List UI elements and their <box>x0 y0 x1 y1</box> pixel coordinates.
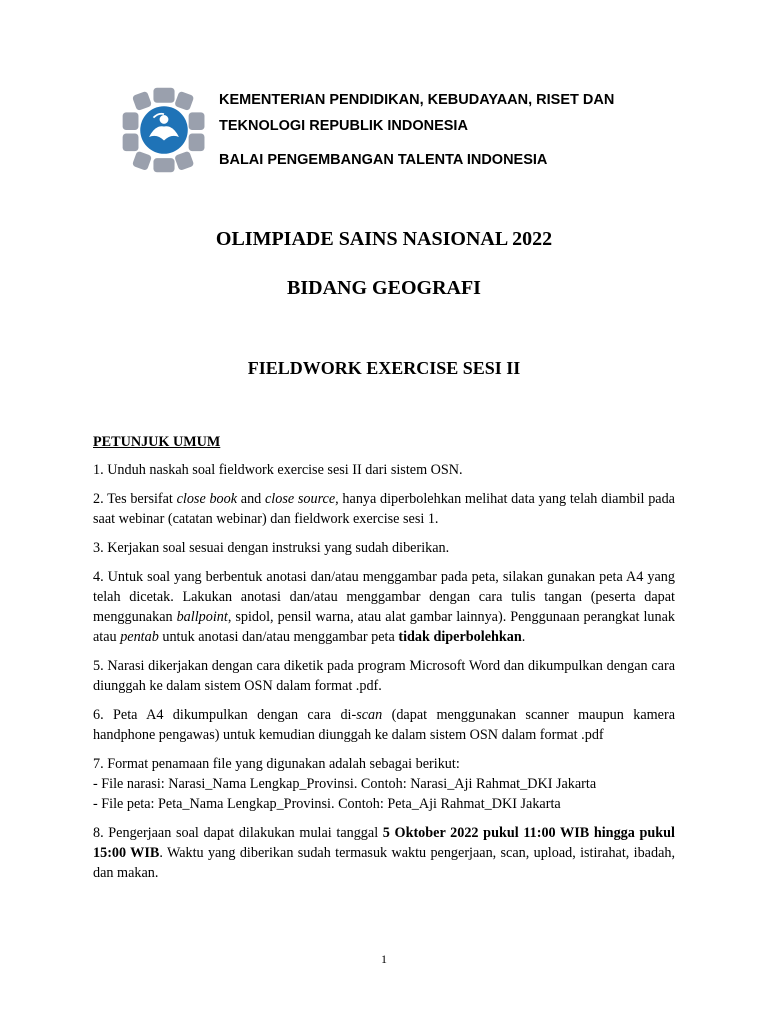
session-title: FIELDWORK EXERCISE SESI II <box>247 358 521 378</box>
instruction-item-2 <box>93 489 675 529</box>
item-4-text-e: untuk anotasi dan/atau menggambar peta <box>158 629 399 645</box>
item-8-bold-b: 5 Oktober 2022 pukul 11:00 WIB hingga pukul 15:00 WIB <box>93 825 676 861</box>
item-4-text-g: . <box>521 629 526 645</box>
item-6-emph-b: scan <box>356 707 383 723</box>
instruction-item-6 <box>93 705 675 745</box>
item-4-emph-d: pentab <box>120 629 159 645</box>
instruction-item-1 <box>93 460 675 480</box>
instruction-item-5 <box>93 656 675 696</box>
item-5-text: 5. Narasi dikerjakan dengan cara diketik pada program Microsoft Word dan dikumpulkan dengan cara diunggah ke dalam sistem OSN dalam format .pdf. <box>93 658 675 694</box>
field-title: BIDANG GEOGRAFI <box>287 277 481 299</box>
item-4-bold-f: tidak diperbolehkan <box>398 629 522 645</box>
section-heading: PETUNJUK UMUM <box>93 434 221 450</box>
item-4-text-a: 4. Untuk soal yang berbentuk anotasi dan/atau menggambar pada peta, silakan gunakan peta A4 yang telah dicetak. Lakukan anotasi dan/atau menggambar dengan cara tulis tangan (peserta dapat menggunakan <box>93 569 675 625</box>
instruction-item-7 <box>93 754 675 814</box>
item-7-line-2: - File narasi: Narasi_Nama Lengkap_Provinsi. Contoh: Narasi_Aji Rahmat_DKI Jakarta <box>93 776 597 792</box>
instruction-item-3 <box>93 538 675 558</box>
instruction-item-8 <box>93 823 675 883</box>
item-4-emph-b: ballpoint <box>176 609 228 625</box>
item-8-text-c: . Waktu yang diberikan sudah termasuk waktu pengerjaan, scan, upload, istirahat, ibadah, dan makan. <box>93 845 676 881</box>
item-6-text-c: (dapat menggunakan scanner maupun kamera handphone pengawas) untuk kemudian diunggah ke dalam sistem OSN dalam format .pdf <box>93 707 675 743</box>
instructions-body <box>93 432 675 892</box>
item-7-line-3: - File peta: Peta_Nama Lengkap_Provinsi. Contoh: Peta_Aji Rahmat_DKI Jakarta <box>93 796 561 812</box>
item-4-text-c: , spidol, pensil warna, atau alat gambar lainnya). Penggunaan perangkat lunak atau <box>93 609 675 645</box>
agency-name: BALAI PENGEMBANGAN TALENTA INDONESIA <box>219 152 548 168</box>
ministry-name-line1: KEMENTERIAN PENDIDIKAN, KEBUDAYAAN, RISET DAN <box>219 92 615 108</box>
ministry-name-line2: TEKNOLOGI REPUBLIK INDONESIA <box>219 118 468 134</box>
item-2-text-c: and <box>237 491 265 507</box>
item-1-text: 1. Unduh naskah soal fieldwork exercise sesi II dari sistem OSN. <box>93 462 463 478</box>
item-3-text: 3. Kerjakan soal sesuai dengan instruksi yang sudah diberikan. <box>93 540 450 556</box>
item-2-emph-b: close book <box>176 491 238 507</box>
item-8-text-a: 8. Pengerjaan soal dapat dilakukan mulai tanggal <box>93 825 383 841</box>
instruction-item-4 <box>93 567 675 647</box>
item-2-text-a: 2. Tes bersifat <box>93 491 177 507</box>
item-6-text-a: 6. Peta A4 dikumpulkan dengan cara di- <box>93 707 357 723</box>
institution-logo-icon <box>120 86 208 174</box>
item-7-line-1: 7. Format penamaan file yang digunakan adalah sebagai berikut: <box>93 756 460 772</box>
page-number: 1 <box>381 952 387 966</box>
item-2-text-e: , hanya diperbolehkan melihat data yang telah diambil pada saat webinar (catatan webinar) dan fieldwork exercise sesi 1. <box>93 491 675 527</box>
main-title: OLIMPIADE SAINS NASIONAL 2022 <box>215 228 553 250</box>
item-2-emph-d: close source <box>264 491 336 507</box>
